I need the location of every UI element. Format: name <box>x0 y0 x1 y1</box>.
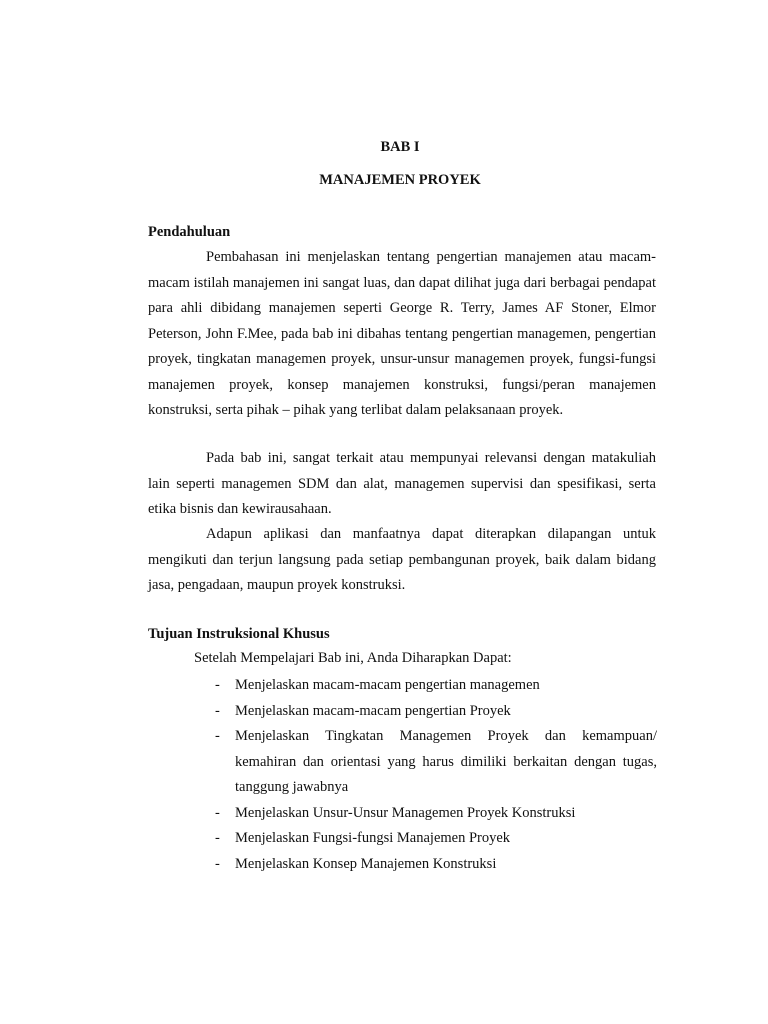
chapter-title: MANAJEMEN PROYEK <box>319 172 481 188</box>
chapter-number: BAB I <box>380 139 420 155</box>
objectives-list <box>215 673 657 877</box>
list-bullet: - <box>215 804 220 821</box>
list-item-text: Menjelaskan Unsur-Unsur Managemen Proyek Konstruksi <box>235 804 576 821</box>
list-bullet: - <box>215 702 220 719</box>
list-item-text: Menjelaskan macam-macam pengertian managemen <box>235 677 540 693</box>
objectives-lead: Setelah Mempelajari Bab ini, Anda Diharapkan Dapat: <box>194 650 512 666</box>
list-item <box>215 826 657 852</box>
intro-paragraph-2: Pada bab ini, sangat terkait atau mempunyai relevansi dengan matakuliah lain seperti managemen SDM dan alat, managemen supervisi dan spesifikasi, serta etika bisnis dan kewirausahaan. <box>148 450 656 517</box>
list-bullet: - <box>215 677 220 693</box>
list-item-text: Menjelaskan Konsep Manajemen Konstruksi <box>235 855 497 872</box>
list-bullet: - <box>215 855 220 872</box>
section-heading-intro: Pendahuluan <box>148 224 231 240</box>
section-heading-objectives: Tujuan Instruksional Khusus <box>148 626 330 642</box>
list-item <box>215 699 657 725</box>
list-item-text: Menjelaskan macam-macam pengertian Proyek <box>235 702 511 719</box>
list-item-text: Menjelaskan Tingkatan Managemen Proyek dan kemampuan/ kemahiran dan orientasi yang harus dimiliki berkaitan dengan tugas, tanggung jawabnya <box>235 728 657 795</box>
list-bullet: - <box>215 830 220 846</box>
list-bullet: - <box>215 728 220 744</box>
intro-paragraph-1: Pembahasan ini menjelaskan tentang pengertian manajemen atau macam-macam istilah manajemen ini sangat luas, dan dapat dilihat juga dari berbagai pendapat para ahli dibidang manajemen seperti George R. Terry, James AF Stoner, Elmor Peterson, John F.Mee, pada bab ini dibahas tentang pengertian managemen, pengertian proyek, tingkatan managemen proyek, unsur-unsur managemen proyek, fungsi-fungsi manajemen proyek, konsep manajemen konstruksi, fungsi/peran manajemen konstruksi, serta pihak – pihak yang terlibat dalam pelaksanaan proyek. <box>148 249 656 418</box>
list-item <box>215 673 657 699</box>
list-item <box>215 801 657 827</box>
intro-paragraph-3: Adapun aplikasi dan manfaatnya dapat diterapkan dilapangan untuk mengikuti dan terjun langsung pada setiap pembangunan proyek, baik dalam bidang jasa, pengadaan, maupun proyek konstruksi. <box>148 526 656 593</box>
list-item <box>215 724 657 801</box>
list-item-text: Menjelaskan Fungsi-fungsi Manajemen Proyek <box>235 830 511 846</box>
list-item <box>215 852 657 878</box>
